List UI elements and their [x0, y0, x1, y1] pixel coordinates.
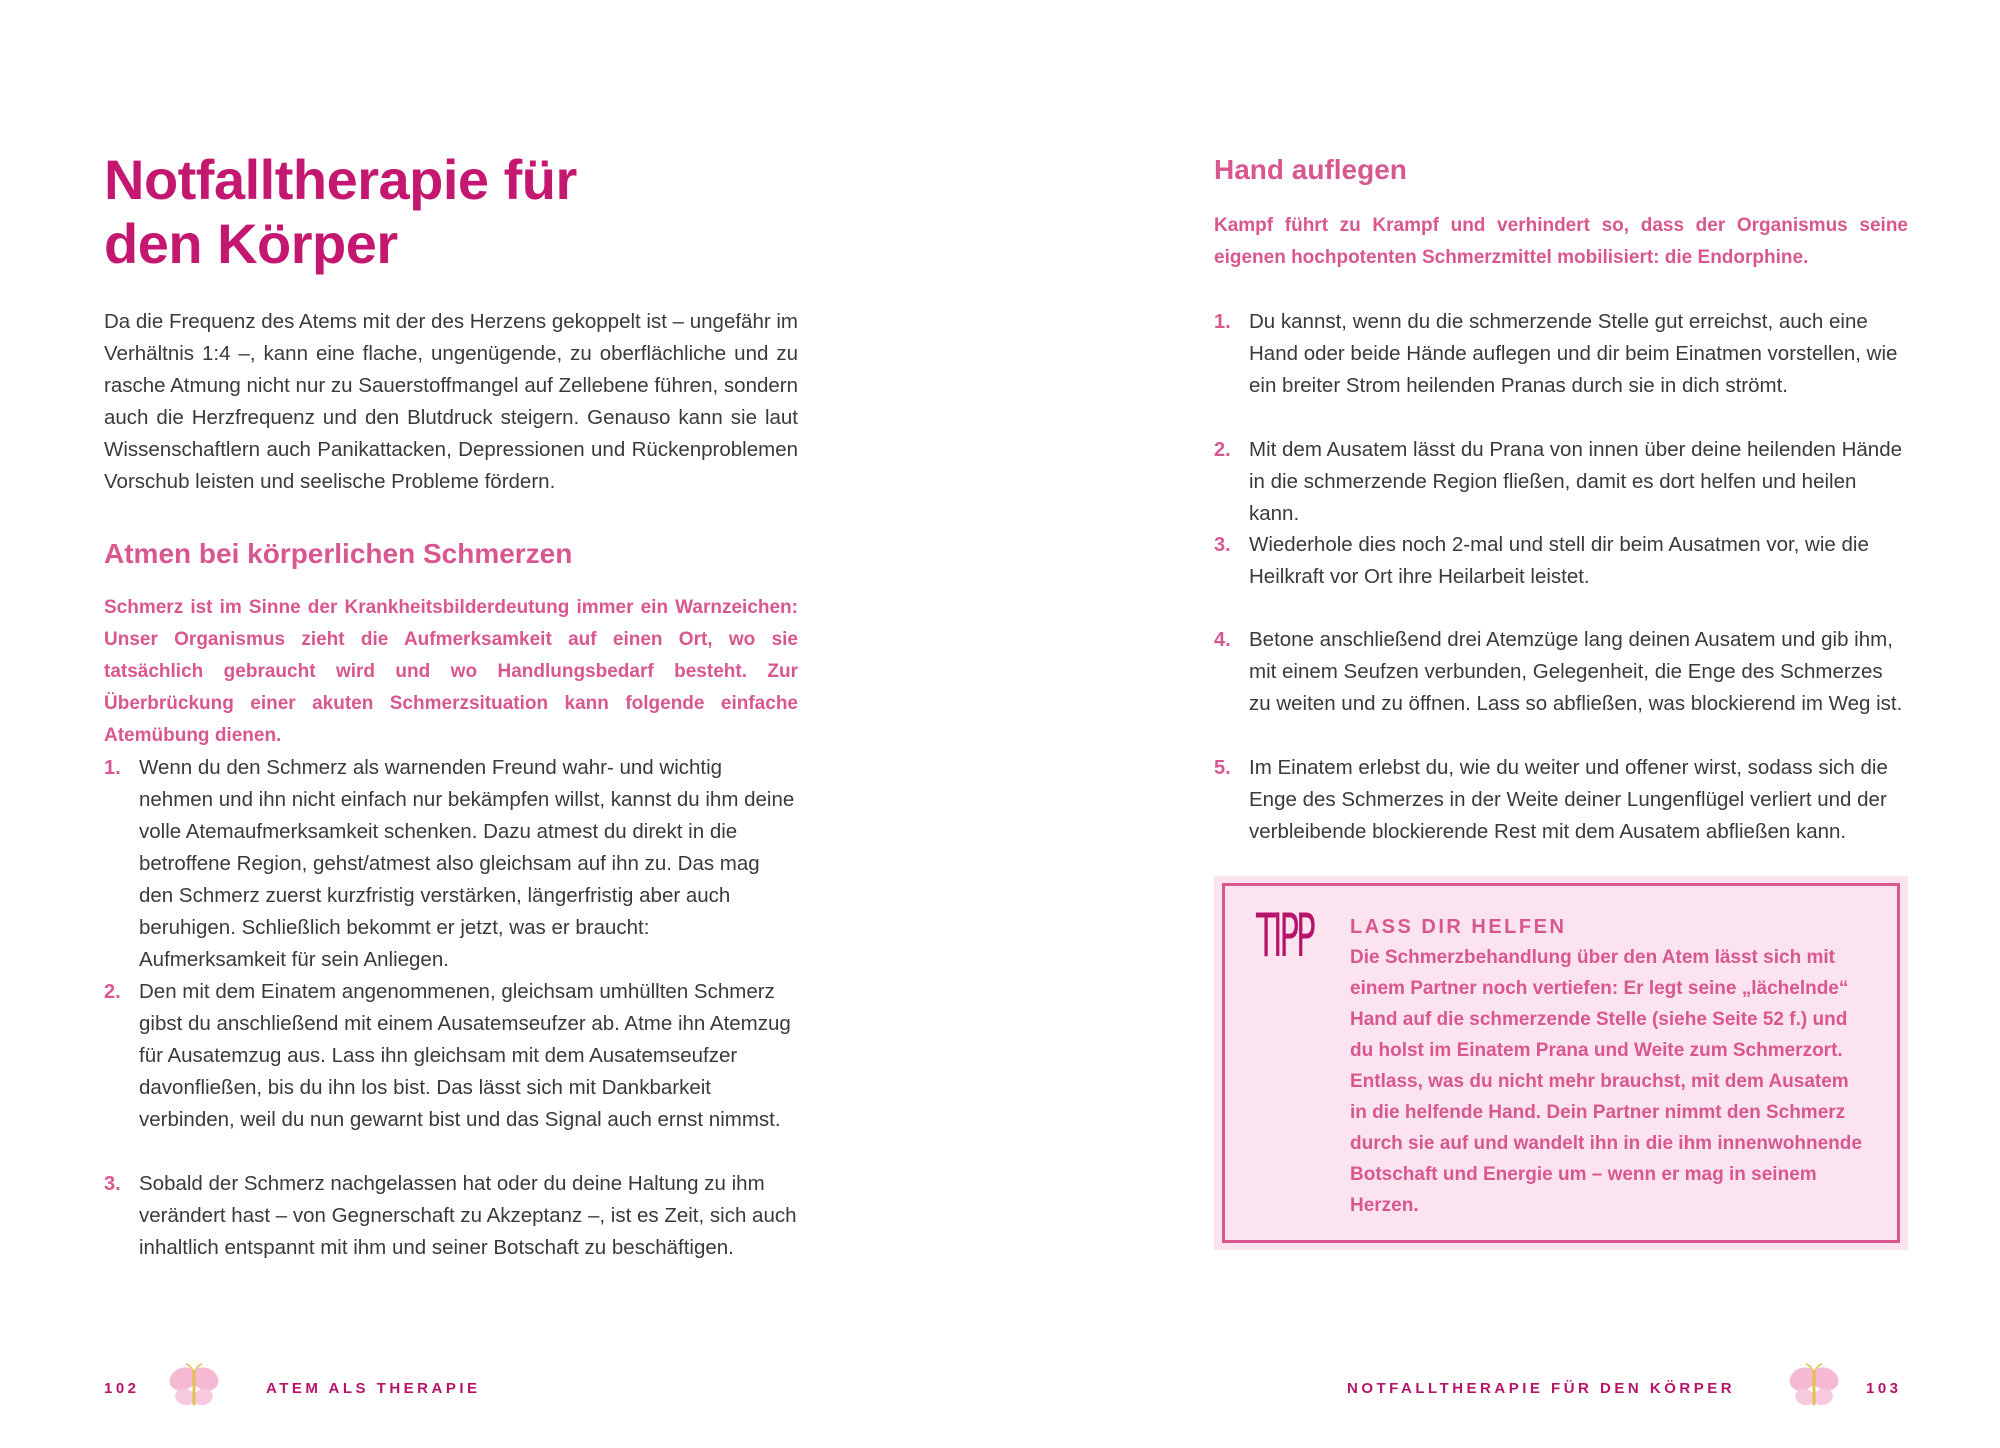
intro-paragraph: Da die Frequenz des Atems mit der des Herzens gekoppelt ist – ungefähr im Verhältnis 1:4 –, kann eine flache, ungenügende, zu oberflächliche und zu rasche Atmung nicht nur zu Sauerstoffmangel auf Zellebene führen, sondern auch die Herzfrequenz und den Blutdruck steigern. Genauso kann sie laut Wissenschaftlern auch Panikattacken, Depressionen und Rückenproblemen Vorschub leisten und seelische Probleme fördern.	[104, 310, 798, 493]
list-item	[1214, 434, 1908, 530]
lead-paragraph-right: Kampf führt zu Krampf und verhindert so, dass der Organismus seine eigenen hochpotenten Schmerzmittel mobilisiert: die Endorphine.	[1214, 215, 1908, 268]
step-number: 3.	[1214, 534, 1231, 556]
butterfly-icon	[166, 1362, 222, 1412]
step-text: Mit dem Ausatem lässt du Prana von innen über deine heilenden Hände in die schmerzende Region fließen, damit es dort helfen und heilen kann.	[1249, 438, 1903, 525]
lead-paragraph-left: Schmerz ist im Sinne der Krankheitsbilderdeutung immer ein Warnzeichen: Unser Organismus zieht die Aufmerksamkeit auf einen Ort, wo sie tatsächlich gebraucht wird und wo Handlungsbedarf besteht. Zur Überbrückung einer akuten Schmerzsituation kann folgende einfache Atemübung dienen.	[104, 597, 798, 746]
list-item	[104, 1168, 798, 1264]
left-page	[104, 0, 798, 1448]
tip-title: LASS DIR HELFEN	[1350, 916, 1567, 938]
page-title-line-1: Notfalltherapie für	[104, 148, 577, 211]
right-page	[1214, 0, 1908, 1448]
running-head-right: NOTFALLTHERAPIE FÜR DEN KÖRPER	[1347, 1380, 1736, 1397]
page-number-left: 102	[104, 1380, 140, 1397]
page-title	[104, 148, 798, 276]
step-number: 1.	[104, 757, 121, 779]
butterfly-icon	[1786, 1362, 1842, 1412]
list-item	[1214, 752, 1908, 848]
step-number: 1.	[1214, 311, 1231, 333]
step-number: 4.	[1214, 629, 1231, 651]
step-text: Im Einatem erlebst du, wie du weiter und offener wirst, sodass sich die Enge des Schmerzes in der Weite deiner Lungenflügel verliert und der verbleibende blockierende Rest mit dem Ausatem abfließen kann.	[1249, 756, 1888, 843]
step-number: 2.	[1214, 439, 1231, 461]
step-number: 5.	[1214, 757, 1231, 779]
step-text: Wiederhole dies noch 2-mal und stell dir beim Ausatmen vor, wie die Heilkraft vor Ort ihre Heilarbeit leistet.	[1249, 533, 1869, 588]
list-item	[1214, 306, 1908, 402]
page-number-right: 103	[1866, 1380, 1902, 1397]
section-heading-breathing-pain: Atmen bei körperlichen Schmerzen	[104, 538, 573, 569]
step-number: 3.	[104, 1173, 121, 1195]
section-heading-hand: Hand auflegen	[1214, 154, 1407, 185]
tip-box	[1214, 876, 1908, 1250]
step-text: Sobald der Schmerz nachgelassen hat oder du deine Haltung zu ihm verändert hast – von Gegnerschaft zu Akzeptanz –, ist es Zeit, sich auch inhaltlich entspannt mit ihm und seiner Botschaft zu beschäftigen.	[139, 1172, 797, 1259]
list-item	[104, 976, 798, 1136]
step-text: Du kannst, wenn du die schmerzende Stelle gut erreichst, auch eine Hand oder beide Hände auflegen und dir beim Einatmen vorstellen, wie ein breiter Strom heilenden Pranas durch sie in dich strömt.	[1249, 310, 1898, 397]
page-title-line-2: den Körper	[104, 212, 398, 275]
tip-mark: TIPP	[1256, 901, 1313, 971]
list-item	[1214, 624, 1908, 720]
step-text: Den mit dem Einatem angenommenen, gleichsam umhüllten Schmerz gibst du anschließend mit einem Ausatemseufzer ab. Atme ihn Atemzug für Ausatemzug aus. Lass ihn gleichsam mit dem Ausatemseufzer davonfließen, bis du ihn los bist. Das lässt sich mit Dankbarkeit verbinden, weil du nun gewarnt bist und das Signal auch ernst nimmst.	[139, 980, 791, 1131]
step-text: Wenn du den Schmerz als warnenden Freund wahr- und wichtig nehmen und ihn nicht einfach nur bekämpfen willst, kannst du ihm deine volle Atemaufmerksamkeit schenken. Dazu atmest du direkt in die betroffene Region, gehst/atmest also gleichsam auf ihn zu. Das mag den Schmerz zuerst kurzfristig verstärken, längerfristig aber auch beruhigen. Schließlich bekommt er jetzt, was er braucht: Aufmerksamkeit für sein Anliegen.	[139, 756, 795, 971]
list-item	[104, 752, 798, 976]
tip-text: Die Schmerzbehandlung über den Atem lässt sich mit einem Partner noch vertiefen: Er legt seine „lächelnde“ Hand auf die schmerzende Stelle (siehe Seite 52 f.) und du holst im Einatem Prana und Weite zum Schmerzort. Entlass, was du nicht mehr brauchst, mit dem Ausatem in die helfende Hand. Dein Partner nimmt den Schmerz durch sie auf und wandelt ihn in die ihm innenwohnende Botschaft und Energie um – wenn er mag in seinem Herzen.	[1350, 947, 1862, 1216]
step-number: 2.	[104, 981, 121, 1003]
step-text: Betone anschließend drei Atemzüge lang deinen Ausatem und gib ihm, mit einem Seufzen verbunden, Gelegenheit, die Enge des Schmerzes zu weiten und zu öffnen. Lass so abfließen, was blockierend im Weg ist.	[1249, 628, 1903, 715]
list-item	[1214, 529, 1908, 593]
running-head-left: ATEM ALS THERAPIE	[266, 1380, 481, 1397]
